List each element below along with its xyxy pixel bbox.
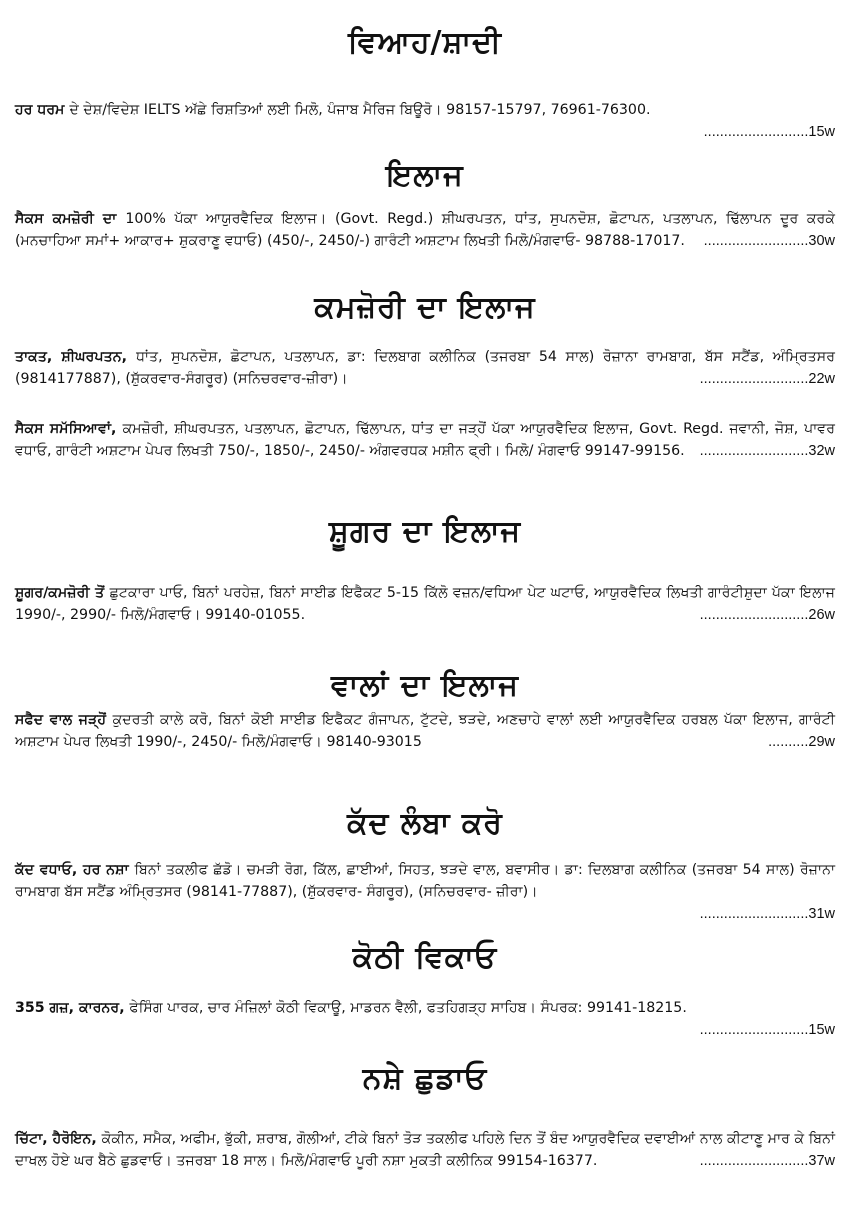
- ad-body: 100% ਪੱਕਾ ਆਯੁਰਵੈਦਿਕ ਇਲਾਜ। (Govt. Regd.) ਸ਼ੀਘਰਪਤਨ, ਧਾਂਤ, ਸੁਪਨਦੋਸ਼, ਛੋਟਾਪਨ, ਪਤਲਾਪਨ, ਢਿੱਲਾਪਨ ਦੂਰ ਕਰਕੇ (ਮਨਚਾਹਿਆ ਸਮਾਂ+ ਆਕਾਰ+ ਸ਼ੁਕਰਾਣੂ ਵਧਾਓ) (450/-, 2450/-) ਗਾਰੰਟੀ ਅਸ਼ਟਾਮ ਲਿਖਤੀ ਮਿਲੋ/ਮੰਗਵਾਓ- 98788-17017.: [15, 211, 835, 249]
- ad-body: ਕੁਦਰਤੀ ਕਾਲੇ ਕਰੋ, ਬਿਨਾਂ ਕੋਈ ਸਾਈਡ ਇਫੈਕਟ ਗੰਜਾਪਨ, ਟੁੱਟਦੇ, ਝੜਦੇ, ਅਣਚਾਹੇ ਵਾਲਾਂ ਲਈ ਆਯੁਰਵੈਦਿਕ ਹਰਬਲ ਪੱਕਾ ਇਲਾਜ, ਗਾਰੰਟੀ ਅਸ਼ਟਾਮ ਪੇਪਰ ਲਿਖਤੀ 1990/-, 2450/- ਮਿਲੋ/ਮੰਗਵਾਓ। 98140-93015: [15, 712, 835, 750]
- section-heading-weakness: ਕਮਜ਼ੋਰੀ ਦਾ ਇਲਾਜ: [314, 290, 536, 325]
- ad-lead: ਚਿੱਟਾ, ਹੈਰੋਇਨ,: [15, 1131, 102, 1147]
- ad-lead: ਸੈਕਸ ਸਮੱਸਿਆਵਾਂ,: [15, 421, 123, 437]
- section-heading-sugar: ਸ਼ੂਗਰ ਦਾ ਇਲਾਜ: [328, 514, 522, 549]
- ad-reference: ..........................15w: [703, 124, 835, 140]
- ad-lead: ਹਰ ਧਰਮ: [15, 102, 70, 118]
- ad-body: ਧਾਂਤ, ਸੁਪਨਦੋਸ਼, ਛੋਟਾਪਨ, ਪਤਲਾਪਨ, ਡਾ: ਦਿਲਬਾਗ ਕਲੀਨਿਕ (ਤਜਰਬਾ 54 ਸਾਲ) ਰੋਜ਼ਾਨਾ ਰਾਮਬਾਗ, ਬੱਸ ਸਟੈਂਡ, ਅੰਮ੍ਰਿਤਸਰ (9814177887), (ਸ਼ੁੱਕਰਵਾਰ-ਸੰਗਰੂਰ) (ਸਨਿਚਰਵਾਰ-ਜ਼ੀਰਾ)।: [15, 349, 835, 387]
- section-heading-treatment: ਇਲਾਜ: [386, 158, 464, 193]
- ad-reference: ...........................37w: [699, 1153, 835, 1169]
- ad-reference: ...........................31w: [699, 906, 835, 922]
- ad-body: ਬਿਨਾਂ ਤਕਲੀਫ ਛੱਡੋ। ਚਮੜੀ ਰੋਗ, ਕਿੱਲ, ਛਾਈਆਂ, ਸਿਹਤ, ਝੜਦੇ ਵਾਲ, ਬਵਾਸੀਰ। ਡਾ: ਦਿਲਬਾਗ ਕਲੀਨਿਕ (ਤਜਰਬਾ 54 ਸਾਲ) ਰੋਜ਼ਾਨਾ ਰਾਮਬਾਗ ਬੱਸ ਸਟੈਂਡ ਅੰਮ੍ਰਿਤਸਰ (98141-77887), (ਸ਼ੁੱਕਰਵਾਰ- ਸੰਗਰੂਰ), (ਸਨਿਚਰਵਾਰ- ਜ਼ੀਰਾ)।: [15, 862, 836, 900]
- ad-lead: ਸੈਕਸ ਕਮਜ਼ੋਰੀ ਦਾ: [15, 211, 126, 227]
- section-heading-hair: ਵਾਲਾਂ ਦਾ ਇਲਾਜ: [331, 668, 519, 703]
- ad-lead: 355 ਗਜ਼, ਕਾਰਨਰ,: [15, 1000, 130, 1016]
- ad-reference: ..........................30w: [703, 233, 835, 249]
- section-heading-house-for-sale: ਕੋਠੀ ਵਿਕਾਓ: [352, 940, 498, 975]
- ad-sex-problems: [15, 418, 835, 462]
- ad-height-increase: [15, 859, 835, 925]
- ad-body: ਦੇ ਦੇਸ਼/ਵਿਦੇਸ਼ IELTS ਅੱਛੇ ਰਿਸ਼ਤਿਆਂ ਲਈ ਮਿਲੋ, ਪੰਜਾਬ ਮੈਰਿਜ ਬਿਊਰੋ। 98157-15797, 76961-76300.: [69, 102, 651, 118]
- ad-body: ਫੇਸਿੰਗ ਪਾਰਕ, ਚਾਰ ਮੰਜ਼ਿਲਾਂ ਕੋਠੀ ਵਿਕਾਊ, ਮਾਡਰਨ ਵੈਲੀ, ਫਤਹਿਗੜ੍ਹ ਸਾਹਿਬ। ਸੰਪਰਕ: 99141-18215.: [129, 1000, 687, 1016]
- ad-lead: ਸ਼ੂਗਰ/ਕਮਜ਼ੋਰੀ ਤੋਂ: [15, 585, 110, 601]
- ad-marriage-bureau: [15, 99, 835, 143]
- ad-body: ਛੁਟਕਾਰਾ ਪਾਓ, ਬਿਨਾਂ ਪਰਹੇਜ਼, ਬਿਨਾਂ ਸਾਈਡ ਇਫੈਕਟ 5-15 ਕਿੱਲੋ ਵਜ਼ਨ/ਵਧਿਆ ਪੇਟ ਘਟਾਓ, ਆਯੁਰਵੈਦਿਕ ਲਿਖਤੀ ਗਾਰੰਟੀਸ਼ੁਦਾ ਪੱਕਾ ਇਲਾਜ 1990/-, 2990/- ਮਿਲੋ/ਮੰਗਵਾਓ। 99140-01055.: [15, 585, 836, 623]
- section-heading-marriage: ਵਿਆਹ/ਸ਼ਾਦੀ: [348, 25, 502, 60]
- section-heading-de-addiction: ਨਸ਼ੇ ਛੁਡਾਓ: [362, 1061, 488, 1096]
- ad-dilbagh-clinic: [15, 346, 835, 390]
- ad-lead: ਸਫੈਦ ਵਾਲ ਜੜ੍ਹੋਂ: [15, 712, 113, 728]
- ad-reference: ..........29w: [768, 734, 835, 750]
- section-heading-height: ਕੱਦ ਲੰਬਾ ਕਰੋ: [347, 806, 503, 841]
- ad-de-addiction: [15, 1128, 835, 1172]
- ad-reference: ...........................26w: [699, 607, 835, 623]
- ad-hair-treatment: [15, 709, 835, 753]
- ad-body: ਕੋਕੀਨ, ਸਮੈਕ, ਅਫੀਮ, ਭੁੱਕੀ, ਸ਼ਰਾਬ, ਗੋਲੀਆਂ, ਟੀਕੇ ਬਿਨਾਂ ਤੋੜ ਤਕਲੀਫ ਪਹਿਲੇ ਦਿਨ ਤੋਂ ਬੰਦ ਆਯੁਰਵੈਦਿਕ ਦਵਾਈਆਂ ਨਾਲ ਕੀਟਾਣੂ ਮਾਰ ਕੇ ਬਿਨਾਂ ਦਾਖਲ ਹੋਏ ਘਰ ਬੈਠੇ ਛੁਡਵਾਓ। ਤਜਰਬਾ 18 ਸਾਲ। ਮਿਲੋ/ਮੰਗਵਾਓ ਪੂਰੀ ਨਸ਼ਾ ਮੁਕਤੀ ਕਲੀਨਿਕ 99154-16377.: [15, 1131, 835, 1169]
- ad-reference: ...........................32w: [699, 443, 835, 459]
- ad-lead: ਤਾਕਤ, ਸ਼ੀਘਰਪਤਨ,: [15, 349, 137, 365]
- ad-reference: ...........................22w: [699, 371, 835, 387]
- ad-house-for-sale: [15, 997, 835, 1041]
- ad-body: ਕਮਜ਼ੋਰੀ, ਸ਼ੀਘਰਪਤਨ, ਪਤਲਾਪਨ, ਛੋਟਾਪਨ, ਢਿੱਲਾਪਨ, ਧਾਂਤ ਦਾ ਜੜ੍ਹੋਂ ਪੱਕਾ ਆਯੁਰਵੈਦਿਕ ਇਲਾਜ, Govt. Regd. ਜਵਾਨੀ, ਜੋਸ਼, ਪਾਵਰ ਵਧਾਓ, ਗਾਰੰਟੀ ਅਸ਼ਟਾਮ ਪੇਪਰ ਲਿਖਤੀ 750/-, 1850/-, 2450/- ਅੰਗਵਰਧਕ ਮਸ਼ੀਨ ਫ੍ਰੀ। ਮਿਲੋ/ ਮੰਗਵਾਓ 99147-99156.: [15, 421, 835, 459]
- ad-lead: ਕੱਦ ਵਧਾਓ, ਹਰ ਨਸ਼ਾ: [15, 862, 135, 878]
- ad-sex-weakness: [15, 208, 835, 252]
- ad-sugar-treatment: [15, 582, 835, 626]
- ad-reference: ...........................15w: [699, 1022, 835, 1038]
